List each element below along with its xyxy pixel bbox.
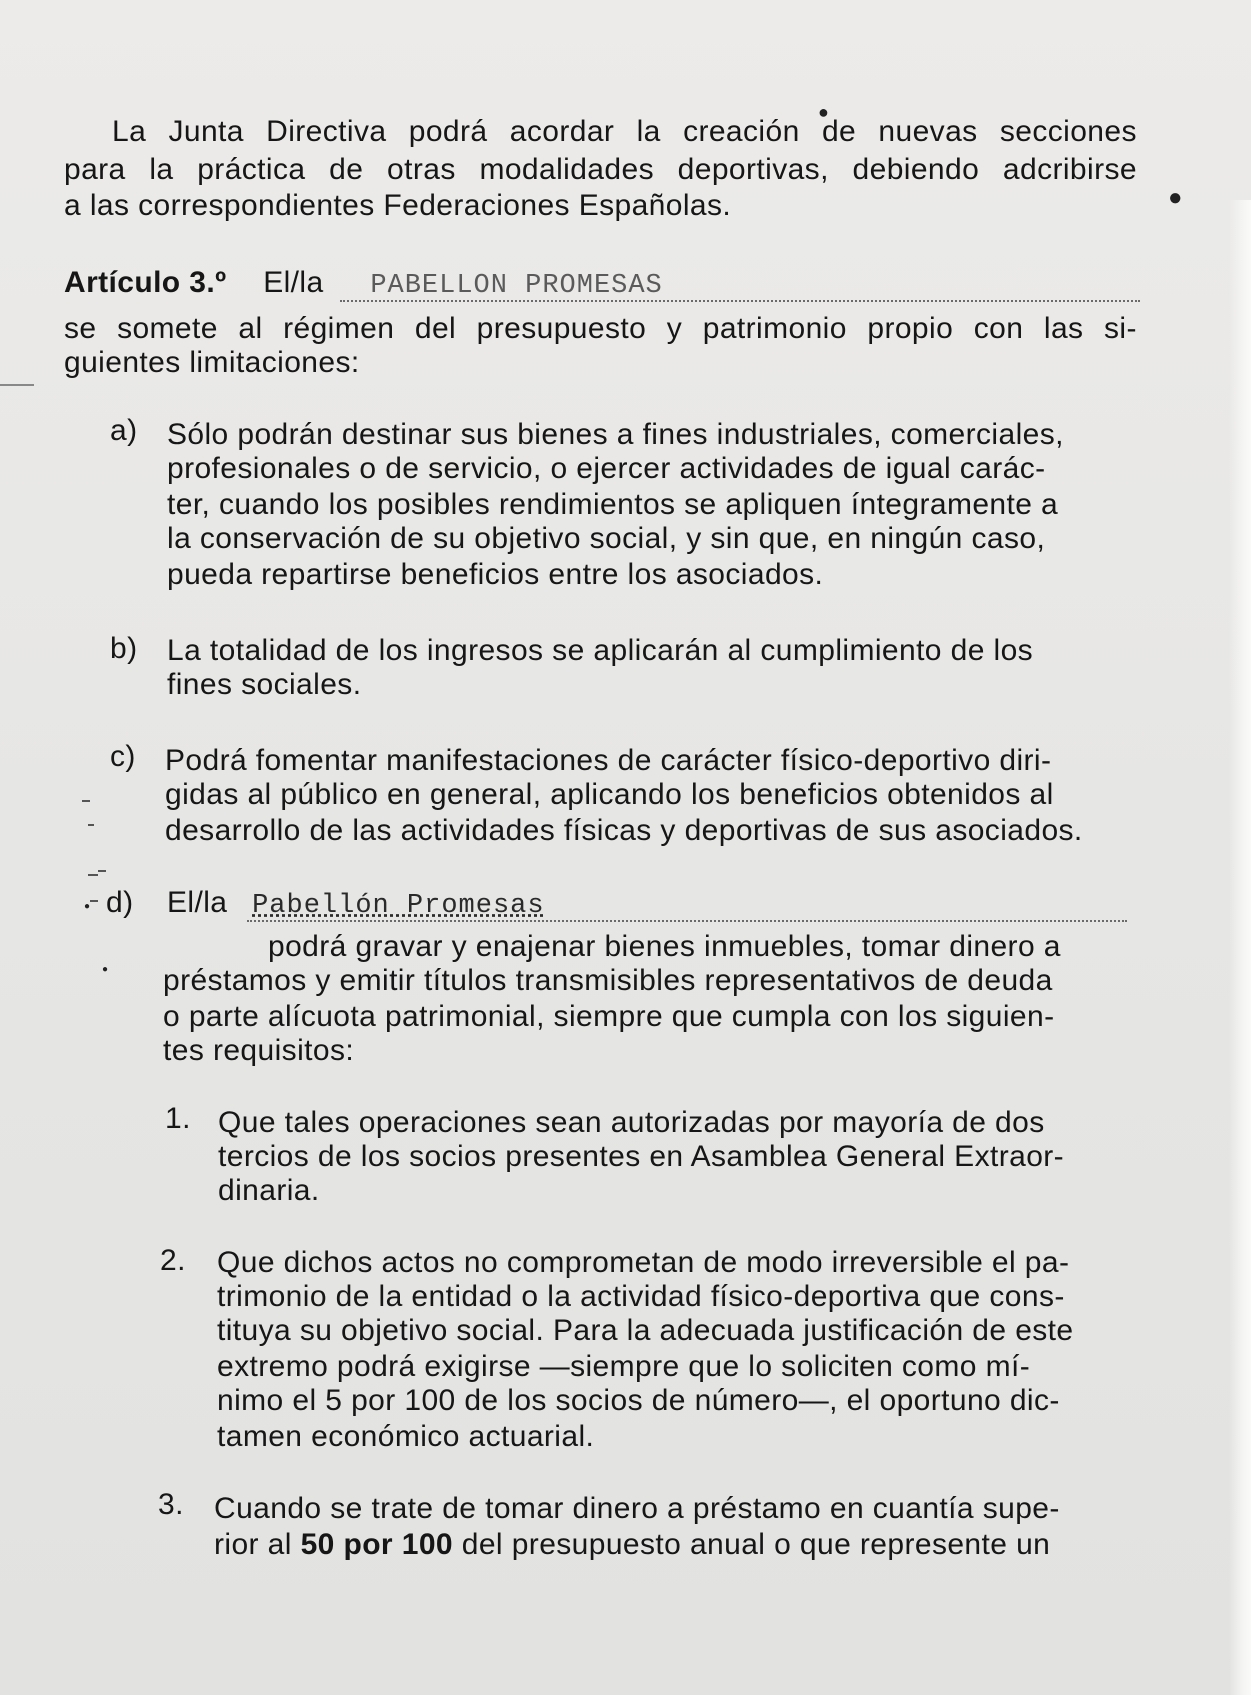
article-entity-typed: PABELLON PROMESAS: [370, 271, 663, 301]
margin-tick: [88, 824, 94, 826]
item-a-marker: a): [110, 414, 138, 447]
word: La: [112, 115, 147, 148]
word: del: [414, 312, 457, 345]
req-2-line-3: tituya su objetivo social. Para la adecuada justificación de este: [217, 1314, 1074, 1347]
word: creación: [683, 115, 800, 148]
article-line-2: [64, 312, 1137, 346]
margin-tick: [88, 874, 98, 876]
req-3-text-post: del presupuesto anual o que represente un: [461, 1528, 1051, 1561]
item-c-line-2: gidas al público en general, aplicando los beneficios obtenidos al: [165, 778, 1054, 811]
word: patrimonio: [702, 312, 847, 345]
req-3-number: 3.: [158, 1488, 184, 1521]
word: propio: [867, 312, 954, 345]
req-1-line-3: dinaria.: [218, 1174, 320, 1207]
word: se: [64, 312, 97, 345]
word: régimen: [283, 312, 395, 345]
req-2-line-5: nimo el 5 por 100 de los socios de número—, el oportuno dic-: [217, 1384, 1060, 1417]
word: práctica: [197, 153, 306, 186]
word: la: [636, 115, 661, 148]
req-3-line-2: [214, 1528, 1050, 1562]
ink-speck: ●: [102, 964, 109, 975]
item-c-line-1: Podrá fomentar manifestaciones de carácter físico-deportivo diri-: [165, 744, 1052, 777]
article-heading: Artículo 3.º: [64, 266, 227, 299]
req-2-line-2: trimonio de la entidad o la actividad físico-deportiva que cons-: [217, 1280, 1065, 1313]
item-d-entity-typed: Pabellón Promesas: [252, 891, 545, 921]
item-b-line-2: fines sociales.: [167, 668, 362, 701]
ink-speck: ●: [818, 102, 829, 122]
margin-tick: [0, 384, 34, 386]
req-1-number: 1.: [165, 1102, 191, 1135]
req-3-text-bold: 50 por 100: [300, 1528, 453, 1561]
word: con: [973, 312, 1024, 345]
word: de: [821, 115, 857, 148]
word: de: [329, 153, 364, 186]
intro-line-1: [112, 115, 1137, 149]
item-b-line-1: La totalidad de los ingresos se aplicarán al cumplimiento de los: [167, 634, 1034, 667]
intro-line-3: a las correspondientes Federaciones Españolas.: [64, 189, 732, 222]
intro-line-2: [64, 153, 1137, 187]
item-a-line-3: ter, cuando los posibles rendimientos se apliquen íntegramente a: [167, 488, 1059, 521]
item-d-line-3: préstamos y emitir títulos transmisibles representativos de deuda: [163, 964, 1053, 997]
item-a-line-5: pueda repartirse beneficios entre los asociados.: [167, 558, 824, 591]
item-a-line-2: profesionales o de servicio, o ejercer actividades de igual carác-: [167, 452, 1046, 485]
word: la: [149, 153, 174, 186]
item-d-fill-line: [247, 920, 1127, 922]
word: deportivas,: [677, 153, 829, 186]
margin-tick: [98, 870, 106, 872]
item-d-line-4: o parte alícuota patrimonial, siempre que cumpla con los siguien-: [163, 1000, 1055, 1033]
req-1-line-1: Que tales operaciones sean autorizadas por mayoría de dos: [218, 1106, 1045, 1139]
word: si-: [1104, 312, 1137, 345]
word: acordar: [509, 115, 615, 148]
req-3-line-1: Cuando se trate de tomar dinero a préstamo en cuantía supe-: [214, 1492, 1060, 1525]
req-3-text-pre: rior al: [214, 1528, 292, 1561]
word: otras: [387, 153, 456, 186]
word: podrá: [408, 115, 488, 148]
word: para: [64, 153, 126, 186]
req-1-line-2: tercios de los socios presentes en Asamblea General Extraor-: [218, 1140, 1065, 1173]
margin-tick: [82, 800, 90, 802]
ink-speck: ●: [1168, 184, 1183, 211]
article-fill-line: [340, 300, 1140, 302]
req-2-number: 2.: [160, 1244, 186, 1277]
word: presupuesto: [476, 312, 647, 345]
article-heading-line: [64, 266, 663, 303]
word: secciones: [999, 115, 1137, 148]
req-2-line-1: Que dichos actos no comprometan de modo irreversible el pa-: [217, 1246, 1070, 1279]
word: modalidades: [479, 153, 654, 186]
word: y: [666, 312, 683, 345]
article-line-3: guientes limitaciones:: [64, 346, 360, 379]
item-d-line-1: [167, 886, 545, 923]
margin-tick: [90, 900, 98, 902]
word: somete: [117, 312, 218, 345]
word: debiendo: [852, 153, 980, 186]
article-ella-label: El/la: [263, 266, 324, 299]
item-a-line-1: Sólo podrán destinar sus bienes a fines industriales, comerciales,: [167, 418, 1064, 451]
item-d-ella-label: El/la: [167, 886, 228, 919]
word: Directiva: [266, 115, 387, 148]
item-d-line-2: podrá gravar y enajenar bienes inmuebles, tomar dinero a: [268, 930, 1061, 963]
req-2-line-6: tamen económico actuarial.: [217, 1420, 595, 1453]
item-c-line-3: desarrollo de las actividades físicas y deportivas de sus asociados.: [165, 814, 1083, 847]
item-b-marker: b): [110, 632, 138, 665]
word: adcribirse: [1002, 153, 1137, 186]
item-d-line-5: tes requisitos:: [163, 1034, 355, 1067]
word: al: [238, 312, 263, 345]
req-2-line-4: extremo podrá exigirse —siempre que lo soliciten como mí-: [217, 1350, 1031, 1383]
ink-speck: ●: [84, 901, 91, 912]
item-d-marker: d): [106, 886, 134, 919]
word: las: [1043, 312, 1084, 345]
item-c-marker: c): [110, 740, 136, 773]
word: Junta: [168, 115, 244, 148]
item-a-line-4: la conservación de su objetivo social, y sin que, en ningún caso,: [167, 522, 1046, 555]
word: nuevas: [878, 115, 978, 148]
